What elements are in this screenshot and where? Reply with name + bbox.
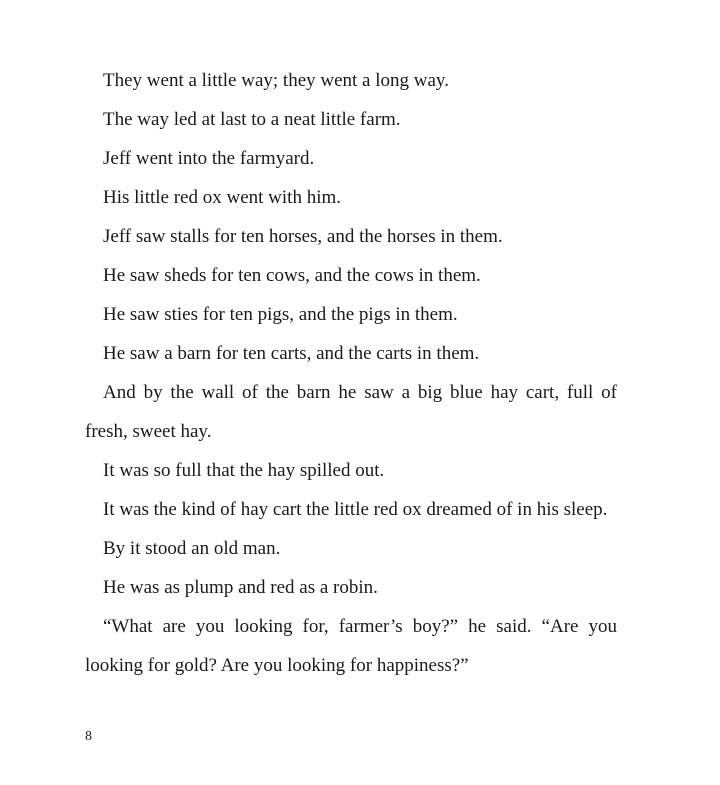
paragraph: The way led at last to a neat little farm. (103, 109, 401, 130)
paragraph: Jeff went into the farmyard. (103, 148, 315, 169)
paragraph: And by the wall of the barn he saw a big blue hay cart, full of fresh, sweet hay. (85, 382, 617, 442)
paragraph: He saw sheds for ten cows, and the cows in them. (103, 265, 481, 286)
page-number: 8 (85, 729, 92, 744)
paragraph: “What are you looking for, farmer’s boy?” he said. “Are you looking for gold? Are you looking for happiness?” (85, 616, 617, 676)
paragraph: Jeff saw stalls for ten horses, and the horses in them. (103, 226, 503, 247)
paragraph: His little red ox went with him. (103, 187, 342, 208)
paragraph: They went a little way; they went a long way. (103, 70, 449, 91)
page-body (85, 61, 617, 685)
paragraph: He saw a barn for ten carts, and the carts in them. (103, 343, 480, 364)
paragraph: It was the kind of hay cart the little red ox dreamed of in his sleep. (103, 499, 608, 520)
paragraph: He saw sties for ten pigs, and the pigs in them. (103, 304, 458, 325)
paragraph: By it stood an old man. (103, 538, 281, 559)
paragraph: It was so full that the hay spilled out. (103, 460, 385, 481)
paragraph: He was as plump and red as a robin. (103, 577, 378, 598)
